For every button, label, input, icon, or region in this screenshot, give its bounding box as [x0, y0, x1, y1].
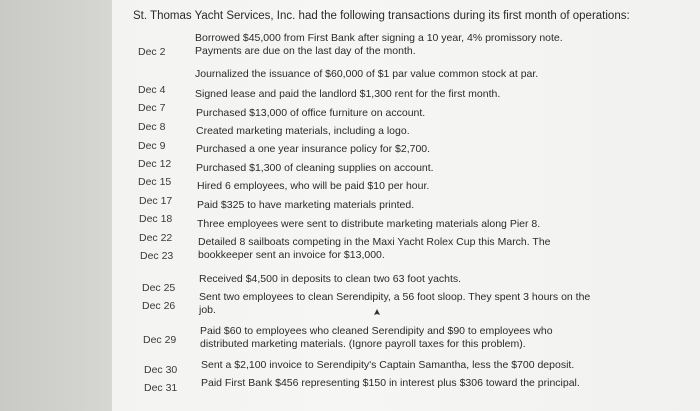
document-title: St. Thomas Yacht Services, Inc. had the following transactions during its first month of operations:	[133, 10, 630, 22]
date-dec-31: Dec 31	[144, 382, 178, 394]
transaction-text-dec-30: Sent a $2,100 invoice to Serendipity's Captain Samantha, less the $700 deposit.	[201, 359, 575, 371]
transaction-text-dec-26: Sent two employees to clean Serendipity, a 56 foot sloop. They spent 3 hours on the job.	[199, 291, 591, 316]
date-dec-25: Dec 25	[142, 282, 176, 294]
date-dec-4: Dec 4	[138, 84, 166, 96]
transaction-text-dec-9: Created marketing materials, including a logo.	[196, 125, 410, 137]
transaction-text-dec-12: Purchased a one year insurance policy for $2,700.	[196, 143, 431, 155]
transaction-text-dec-25: Received $4,500 in deposits to clean two 63 foot yachts.	[199, 273, 462, 285]
date-dec-7: Dec 7	[138, 102, 166, 114]
date-dec-23: Dec 23	[140, 250, 174, 262]
transaction-text-dec-29: Paid $60 to employees who cleaned Serendipity and $90 to employees who distributed marketing materials. (Ignore payroll taxes for this problem).	[200, 325, 553, 350]
transaction-text-dec-8: Purchased $13,000 of office furniture on account.	[196, 107, 426, 119]
date-dec-17: Dec 17	[139, 195, 173, 207]
date-dec-26: Dec 26	[142, 300, 176, 312]
transaction-text-dec-2: Borrowed $45,000 from First Bank after signing a 10 year, 4% promissory note. Payments are due on the last day of the month.	[195, 32, 563, 57]
transaction-text-dec-4: Journalized the issuance of $60,000 of $1 par value common stock at par.	[195, 68, 539, 80]
date-dec-8: Dec 8	[138, 121, 166, 133]
transaction-text-dec-23: Detailed 8 sailboats competing in the Maxi Yacht Rolex Cup this March. The bookkeeper sent an invoice for $13,000.	[198, 236, 551, 261]
date-dec-22: Dec 22	[139, 232, 173, 244]
transaction-text-dec-18: Paid $325 to have marketing materials printed.	[197, 199, 415, 211]
date-dec-18: Dec 18	[139, 213, 173, 225]
transaction-text-dec-22: Three employees were sent to distribute marketing materials along Pier 8.	[197, 218, 541, 230]
transaction-text-dec-31: Paid First Bank $456 representing $150 in interest plus $306 toward the principal.	[201, 377, 580, 389]
date-dec-12: Dec 12	[138, 158, 172, 170]
transaction-text-dec-17: Hired 6 employees, who will be paid $10 per hour.	[197, 180, 430, 192]
date-dec-15: Dec 15	[138, 176, 172, 188]
date-dec-30: Dec 30	[144, 364, 178, 376]
date-dec-2: Dec 2	[138, 46, 166, 58]
transaction-text-dec-15: Purchased $1,300 of cleaning supplies on account.	[196, 162, 434, 174]
page-left-edge	[0, 0, 112, 411]
transaction-text-dec-7: Signed lease and paid the landlord $1,300 rent for the first month.	[195, 88, 501, 100]
date-dec-29: Dec 29	[143, 334, 177, 346]
date-dec-9: Dec 9	[138, 140, 166, 152]
mouse-cursor-icon	[374, 309, 380, 317]
